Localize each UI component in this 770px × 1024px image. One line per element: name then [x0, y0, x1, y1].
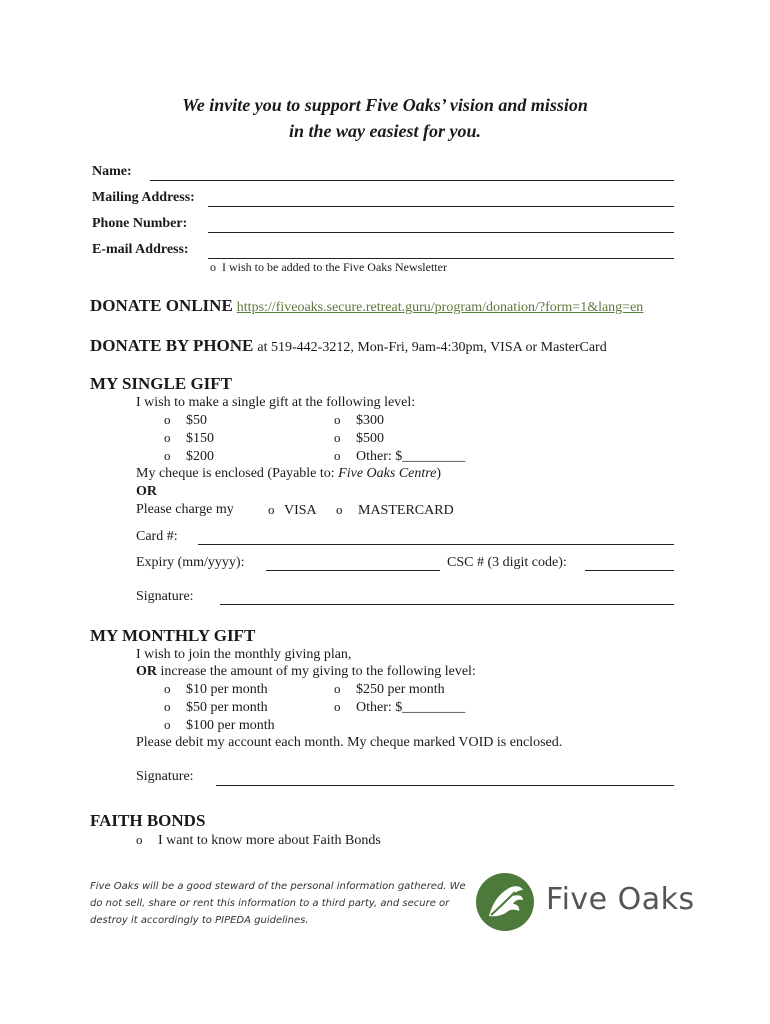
monthly-gift-increase: OR increase the amount of my giving to the following level: [136, 664, 476, 679]
monthly-gift-heading: MY MONTHLY GIFT [90, 626, 256, 645]
single-gift-option-500[interactable]: o $500 [334, 430, 384, 446]
radio-icon[interactable]: o [334, 699, 341, 714]
five-oaks-wordmark: Five Oaks [546, 882, 695, 917]
donate-phone-heading: DONATE BY PHONE [90, 336, 254, 355]
mailing-address-label: Mailing Address: [92, 190, 195, 205]
single-gift-signature-label: Signature: [136, 589, 194, 604]
monthly-gift-intro: I wish to join the monthly giving plan, [136, 647, 352, 662]
mailing-address-field[interactable] [208, 206, 674, 207]
card-number-label: Card #: [136, 529, 178, 544]
name-label: Name: [92, 164, 132, 179]
expiry-label: Expiry (mm/yyyy): [136, 555, 245, 570]
monthly-option-250[interactable]: o $250 per month [334, 681, 445, 697]
radio-icon[interactable]: o [334, 448, 341, 463]
single-gift-signature-field[interactable] [220, 604, 674, 605]
radio-icon[interactable]: o [164, 699, 171, 714]
faith-bonds-heading: FAITH BONDS [90, 811, 206, 830]
newsletter-label: I wish to be added to the Five Oaks Newsletter [222, 260, 447, 274]
monthly-gift-signature-field[interactable] [216, 785, 674, 786]
charge-label: Please charge my [136, 502, 234, 517]
newsletter-option[interactable] [210, 260, 447, 275]
page-title-line-2: in the way easiest for you. [289, 121, 481, 141]
donate-online-section [90, 296, 643, 316]
monthly-gift-signature-label: Signature: [136, 769, 194, 784]
privacy-note: Five Oaks will be a good steward of the personal information gathered. We do not sell, share or rent this information to a third party, and secure or destroy it accordingly to PIPEDA guidelines. [90, 881, 466, 926]
radio-icon[interactable]: o [164, 448, 171, 463]
radio-icon[interactable]: o [164, 430, 171, 445]
debit-text: Please debit my account each month. My cheque marked VOID is enclosed. [136, 735, 563, 750]
radio-icon[interactable]: o [334, 681, 341, 696]
faith-bonds-option[interactable]: o I want to know more about Faith Bonds [136, 832, 381, 848]
single-gift-option-other[interactable]: o Other: $_________ [334, 448, 466, 464]
single-gift-option-150[interactable]: o $150 [164, 430, 214, 446]
radio-icon[interactable]: o [164, 681, 171, 696]
checkbox-icon[interactable]: o [136, 832, 143, 847]
name-field[interactable] [150, 180, 674, 181]
donate-online-heading: DONATE ONLINE [90, 296, 233, 315]
card-number-field[interactable] [198, 544, 674, 545]
newsletter-checkbox[interactable]: o [210, 260, 216, 274]
single-gift-intro: I wish to make a single gift at the following level: [136, 395, 416, 410]
single-gift-option-50[interactable]: o $50 [164, 412, 207, 428]
five-oaks-logo [475, 872, 535, 932]
radio-icon[interactable]: o [268, 502, 275, 517]
single-gift-option-200[interactable]: o $200 [164, 448, 214, 464]
visa-option[interactable]: o VISA [268, 502, 317, 518]
radio-icon[interactable]: o [334, 430, 341, 445]
donate-phone-section [90, 336, 607, 356]
phone-number-label: Phone Number: [92, 216, 188, 231]
cheque-line: My cheque is enclosed (Payable to: Five Oaks Centre) [136, 466, 442, 481]
cheque-payee: Five Oaks Centre [338, 466, 437, 481]
page-title-line-1: We invite you to support Five Oaks’ vision and mission [182, 95, 588, 115]
donate-phone-details: at 519-442-3212, Mon-Fri, 9am-4:30pm, VISA or MasterCard [257, 340, 607, 355]
email-address-field[interactable] [208, 258, 674, 259]
single-gift-option-300[interactable]: o $300 [334, 412, 384, 428]
monthly-option-other[interactable]: o Other: $_________ [334, 699, 466, 715]
radio-icon[interactable]: o [164, 717, 171, 732]
monthly-option-10[interactable]: o $10 per month [164, 681, 268, 697]
expiry-field[interactable] [266, 570, 440, 571]
donation-link[interactable]: https://fiveoaks.secure.retreat.guru/program/donation/?form=1&lang=en [236, 300, 644, 315]
phone-number-field[interactable] [208, 232, 674, 233]
radio-icon[interactable]: o [164, 412, 171, 427]
radio-icon[interactable]: o [336, 502, 343, 517]
mastercard-option[interactable]: o MASTERCARD [336, 502, 454, 518]
monthly-option-100[interactable]: o $100 per month [164, 717, 275, 733]
single-gift-or: OR [136, 484, 157, 499]
csc-field[interactable] [585, 570, 674, 571]
oak-leaf-logo-icon [475, 872, 535, 932]
single-gift-heading: MY SINGLE GIFT [90, 374, 233, 393]
radio-icon[interactable]: o [334, 412, 341, 427]
email-address-label: E-mail Address: [92, 242, 189, 257]
csc-label: CSC # (3 digit code): [447, 555, 567, 570]
monthly-option-50[interactable]: o $50 per month [164, 699, 268, 715]
